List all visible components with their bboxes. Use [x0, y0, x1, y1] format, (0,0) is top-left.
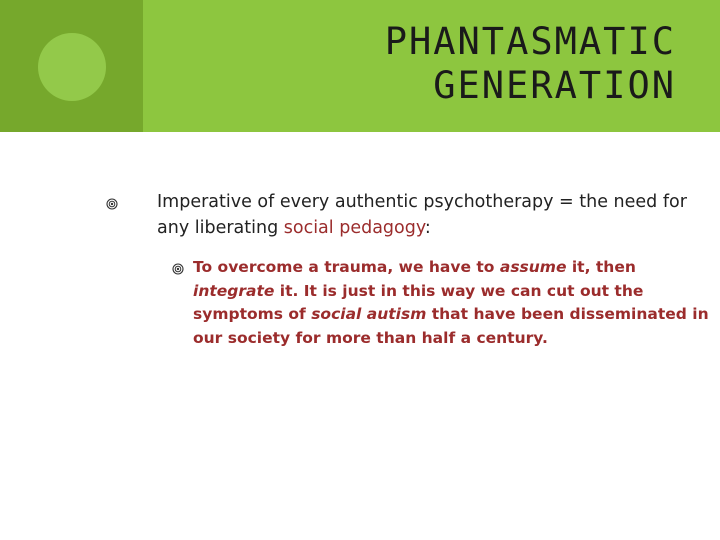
title-line-1: PHANTASMATIC	[384, 20, 676, 63]
target-bullet-icon	[106, 198, 118, 210]
sub-bullet-integrate: integrate	[193, 281, 275, 300]
slide-title	[385, 20, 676, 108]
sub-bullet-assume: assume	[499, 258, 567, 276]
sub-bullet-social-autism: social autism	[311, 305, 427, 323]
sub-bullet-part-1: To overcome a trauma, we have to	[193, 258, 500, 276]
sub-bullet-part-7: that have been disseminated in our society for more than half a century.	[193, 305, 709, 347]
bullet-1-accent: social pedagogy	[283, 218, 425, 238]
bullet-1-end: :	[424, 218, 431, 238]
bullet-1-text	[157, 189, 702, 241]
sub-bullet-1-text	[193, 256, 720, 350]
sub-bullet-part-3: it, then	[566, 258, 636, 276]
bullet-1-plain: Imperative of every authentic psychotherapy = the need for any liberating	[157, 192, 687, 238]
sub-bullet-part-5: it. It is just in this way we can cut out the symptoms of	[193, 281, 644, 323]
target-bullet-icon	[172, 263, 184, 275]
title-line-2: GENERATION	[433, 64, 676, 107]
decorative-circle	[38, 33, 106, 101]
